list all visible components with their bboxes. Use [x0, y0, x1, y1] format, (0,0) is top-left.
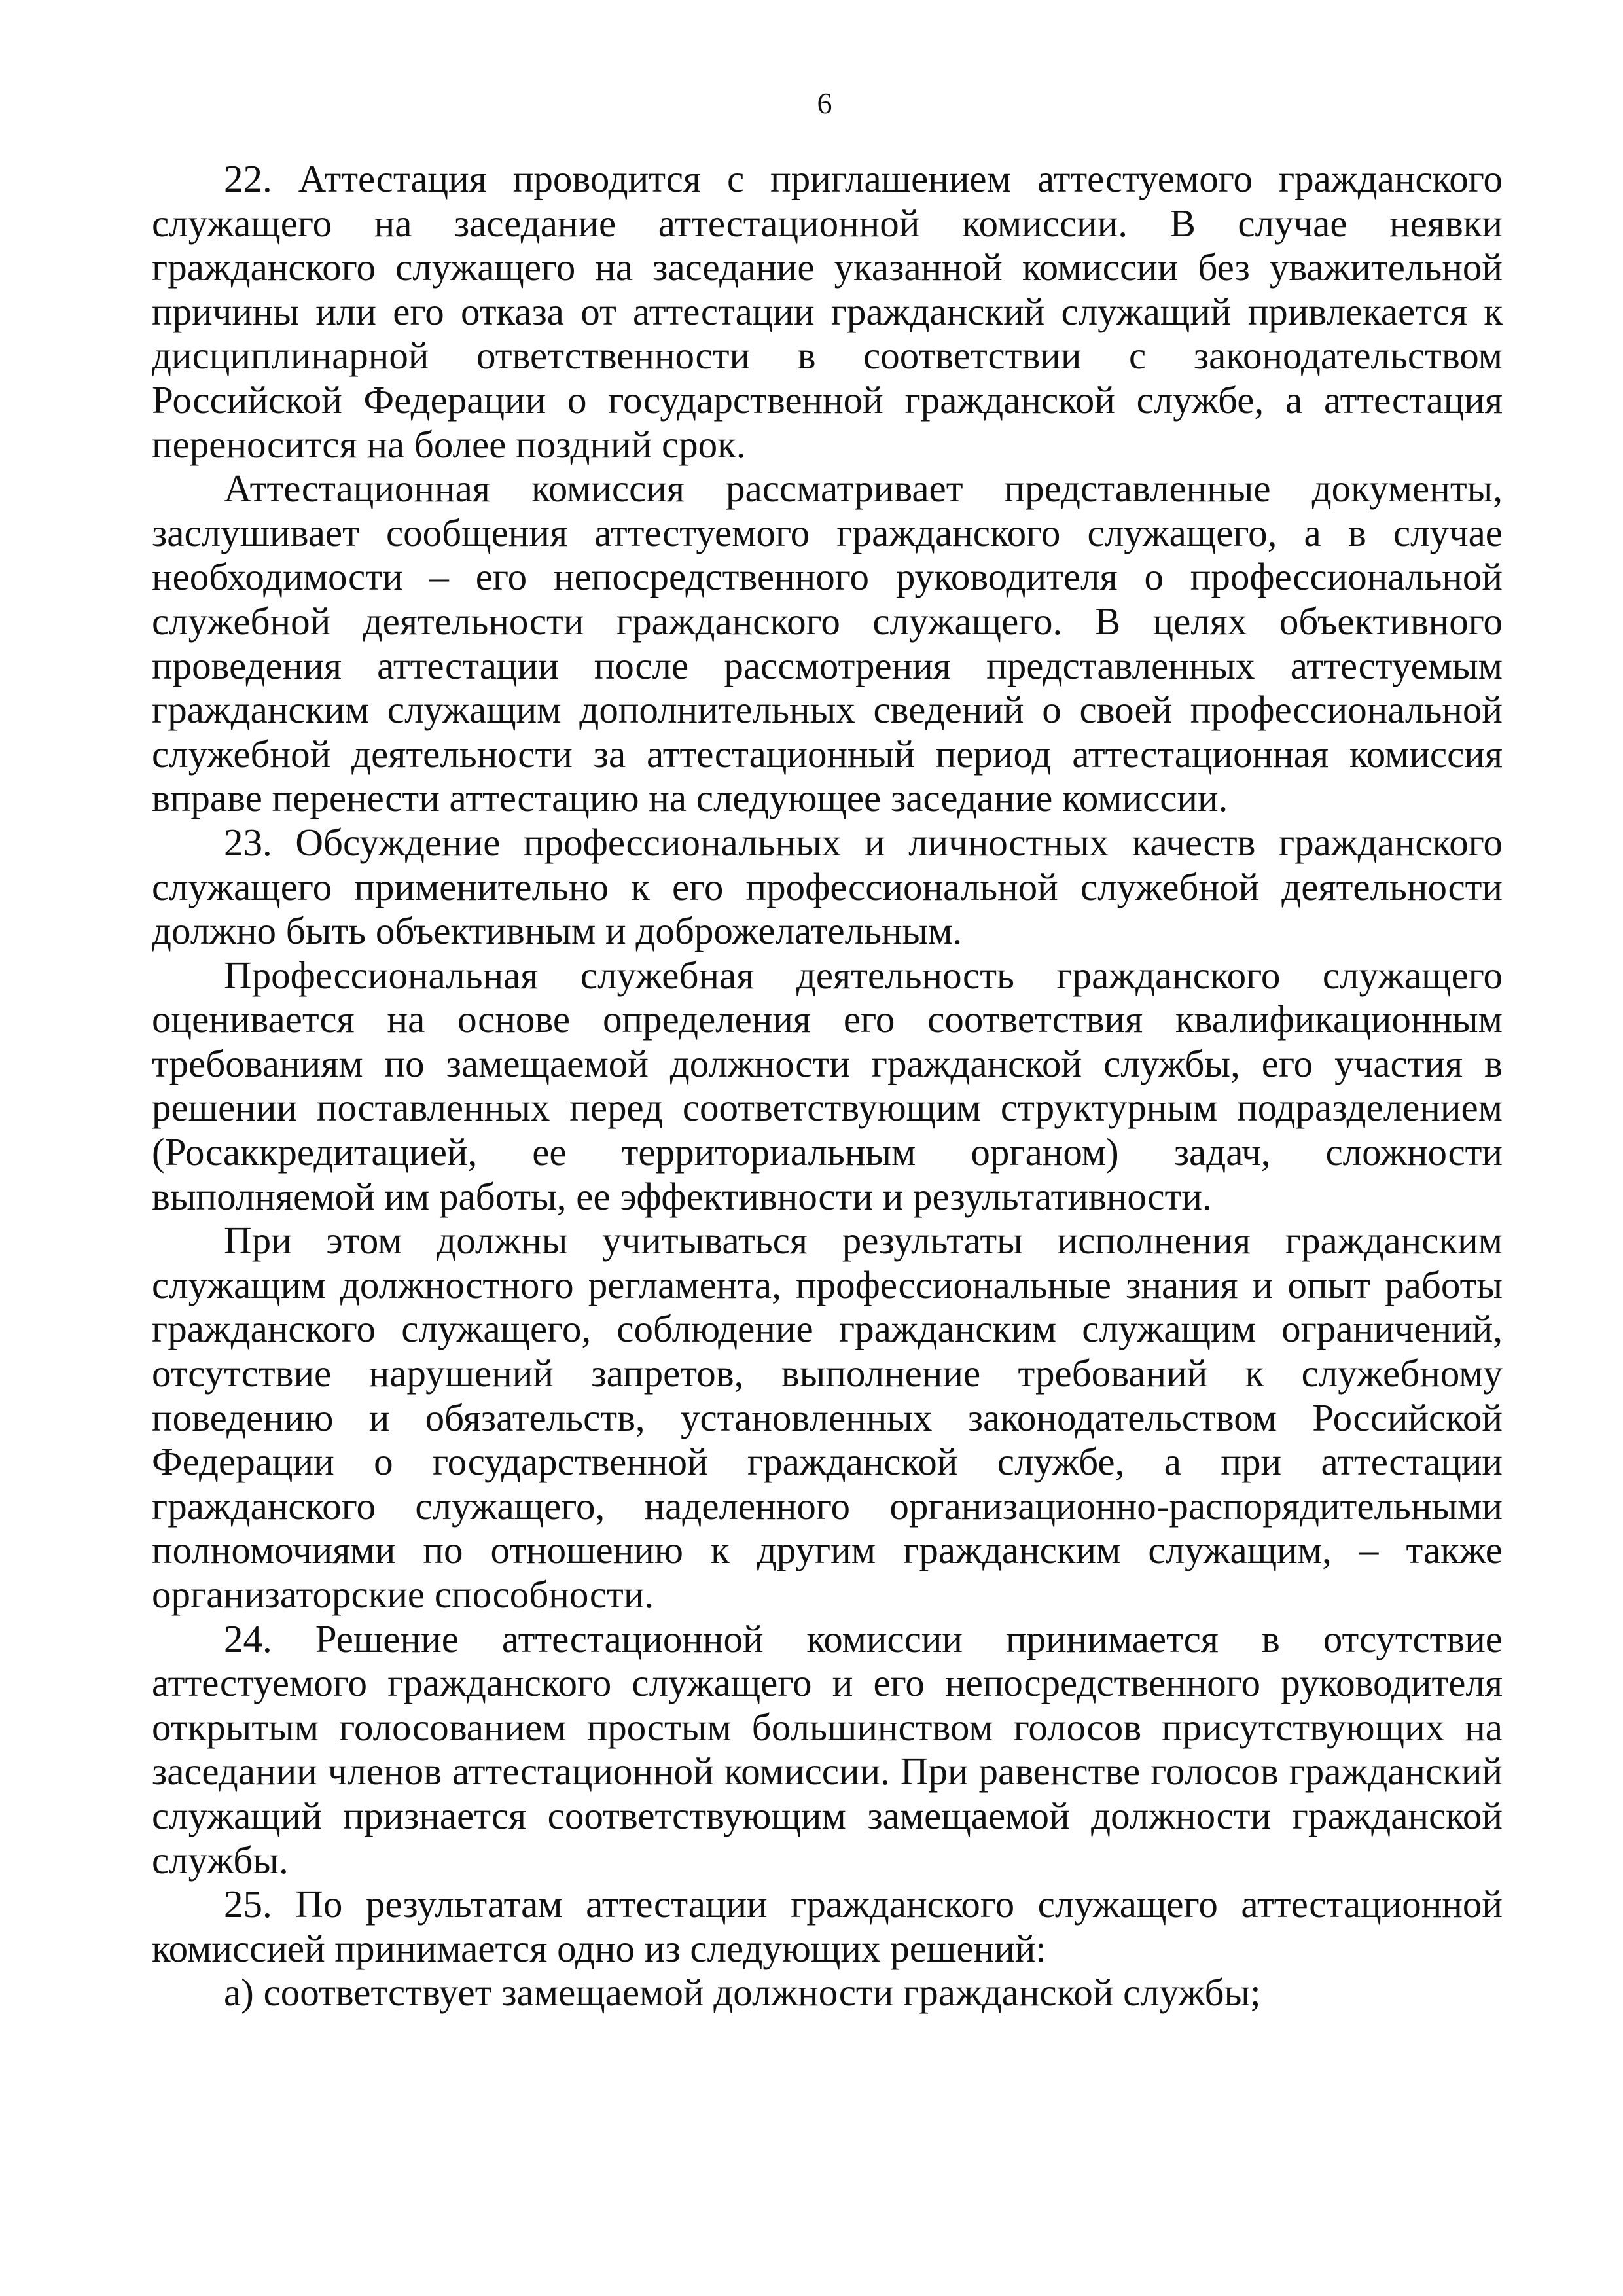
- paragraph-22: 22. Аттестация проводится с приглашением аттестуемого гражданского служащего на заседание аттестационной комиссии. В случае неявки гражданского служащего на заседание указанной комиссии без уважительной причины или его отказа от аттестации гражданский служащий привлекается к дисциплинарной ответственности в соответствии с законодательством Российской Федерации о государственной гражданской службе, а аттестация переносится на более поздний срок.: [152, 157, 1503, 466]
- page-number: 6: [817, 86, 832, 120]
- paragraph-24: 24. Решение аттестационной комиссии принимается в отсутствие аттестуемого гражданского служащего и его непосредственного руководителя открытым голосованием простым большинством голосов присутствующих на заседании членов аттестационной комиссии. При равенстве голосов гражданский служащий признается соответствующим замещаемой должности гражданской службы.: [152, 1617, 1503, 1882]
- paragraph-23: 23. Обсуждение профессиональных и личностных качеств гражданского служащего применительно к его профессиональной служебной деятельности должно быть объективным и доброжелательным.: [152, 820, 1503, 953]
- paragraph-25: 25. По результатам аттестации гражданского служащего аттестационной комиссией принимается одно из следующих решений:: [152, 1882, 1503, 1970]
- document-body: [152, 157, 1503, 2015]
- paragraph-professional-activity: Профессиональная служебная деятельность гражданского служащего оценивается на основе определения его соответствия квалификационным требованиям по замещаемой должности гражданской службы, его участия в решении поставленных перед соответствующим структурным подразделением (Росаккредитацией, ее территориальным органом) задач, сложности выполняемой им работы, ее эффективности и результативности.: [152, 953, 1503, 1218]
- paragraph-decision-a: а) соответствует замещаемой должности гражданской службы;: [224, 1971, 1261, 2015]
- paragraph-commission-review: Аттестационная комиссия рассматривает представленные документы, заслушивает сообщения аттестуемого гражданского служащего, а в случае необходимости – его непосредственного руководителя о профессиональной служебной деятельности гражданского служащего. В целях объективного проведения аттестации после рассмотрения представленных аттестуемым гражданским служащим дополнительных сведений о своей профессиональной служебной деятельности за аттестационный период аттестационная комиссия вправе перенести аттестацию на следующее заседание комиссии.: [152, 467, 1503, 820]
- paragraph-evaluation-factors: При этом должны учитываться результаты исполнения гражданским служащим должностного регламента, профессиональные знания и опыт работы гражданского служащего, соблюдение гражданским служащим ограничений, отсутствие нарушений запретов, выполнение требований к служебному поведению и обязательств, установленных законодательством Российской Федерации о государственной гражданской службе, а при аттестации гражданского служащего, наделенного организационно-распорядительными полномочиями по отношению к другим гражданским служащим, – также организаторские способности.: [152, 1219, 1503, 1616]
